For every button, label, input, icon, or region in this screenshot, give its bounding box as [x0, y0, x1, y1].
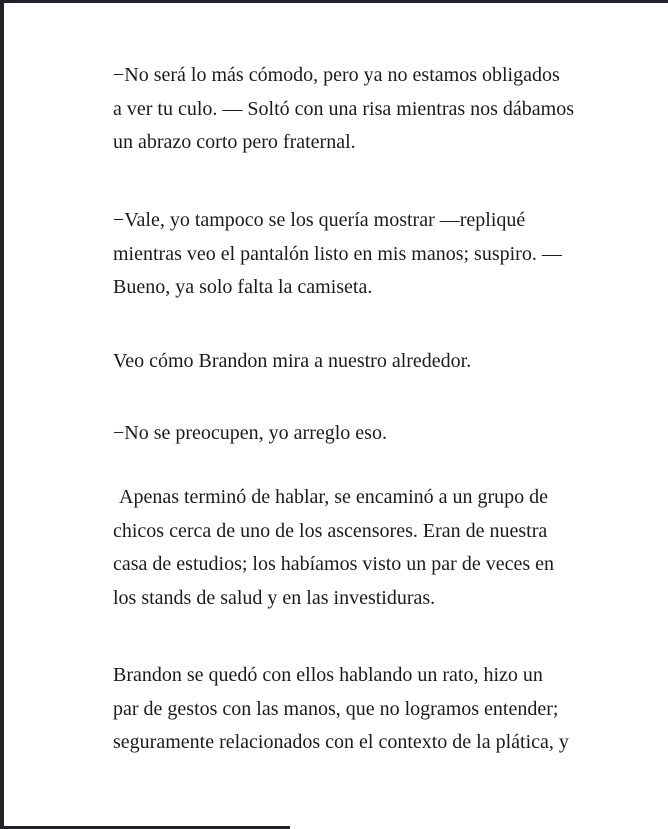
text-line: casa de estudios; los habíamos visto un par de veces en	[113, 553, 554, 575]
page-frame-left-edge	[0, 0, 4, 829]
paragraph-narration-3	[113, 659, 583, 760]
paragraph-dialogue-2	[113, 204, 583, 305]
text-line: un abrazo corto pero fraternal.	[113, 131, 356, 153]
text-line: Veo cómo Brandon mira a nuestro alrededor.	[113, 350, 472, 372]
page-frame-top-edge	[0, 0, 668, 3]
text-line: a ver tu culo. — Soltó con una risa mientras nos dábamos	[113, 97, 575, 120]
text-line: chicos cerca de uno de los ascensores. Eran de nuestra	[113, 519, 548, 542]
paragraph-dialogue-1	[113, 59, 583, 154]
text-line: Bueno, ya solo falta la camiseta.	[113, 276, 373, 298]
text-line: par de gestos con las manos, que no logramos entender;	[113, 697, 559, 720]
text-line: seguramente relacionados con el contexto de la plática, y	[113, 731, 569, 753]
text-line: Apenas terminó de hablar, se encaminó a un grupo de	[119, 486, 549, 508]
paragraph-narration-2	[113, 481, 583, 615]
text-line: −No será lo más cómodo, pero ya no estamos obligados	[113, 64, 560, 86]
paragraph-dialogue-3	[113, 417, 583, 451]
text-line: −No se preocupen, yo arreglo eso.	[113, 422, 387, 444]
paragraph-narration-1	[113, 345, 583, 379]
text-line: −Vale, yo tampoco se los quería mostrar —repliqué	[113, 209, 526, 231]
text-line: los stands de salud y en las investiduras.	[113, 586, 436, 609]
text-line: Brandon se quedó con ellos hablando un rato, hizo un	[113, 664, 543, 686]
text-line: mientras veo el pantalón listo en mis manos; suspiro. —	[113, 242, 562, 265]
